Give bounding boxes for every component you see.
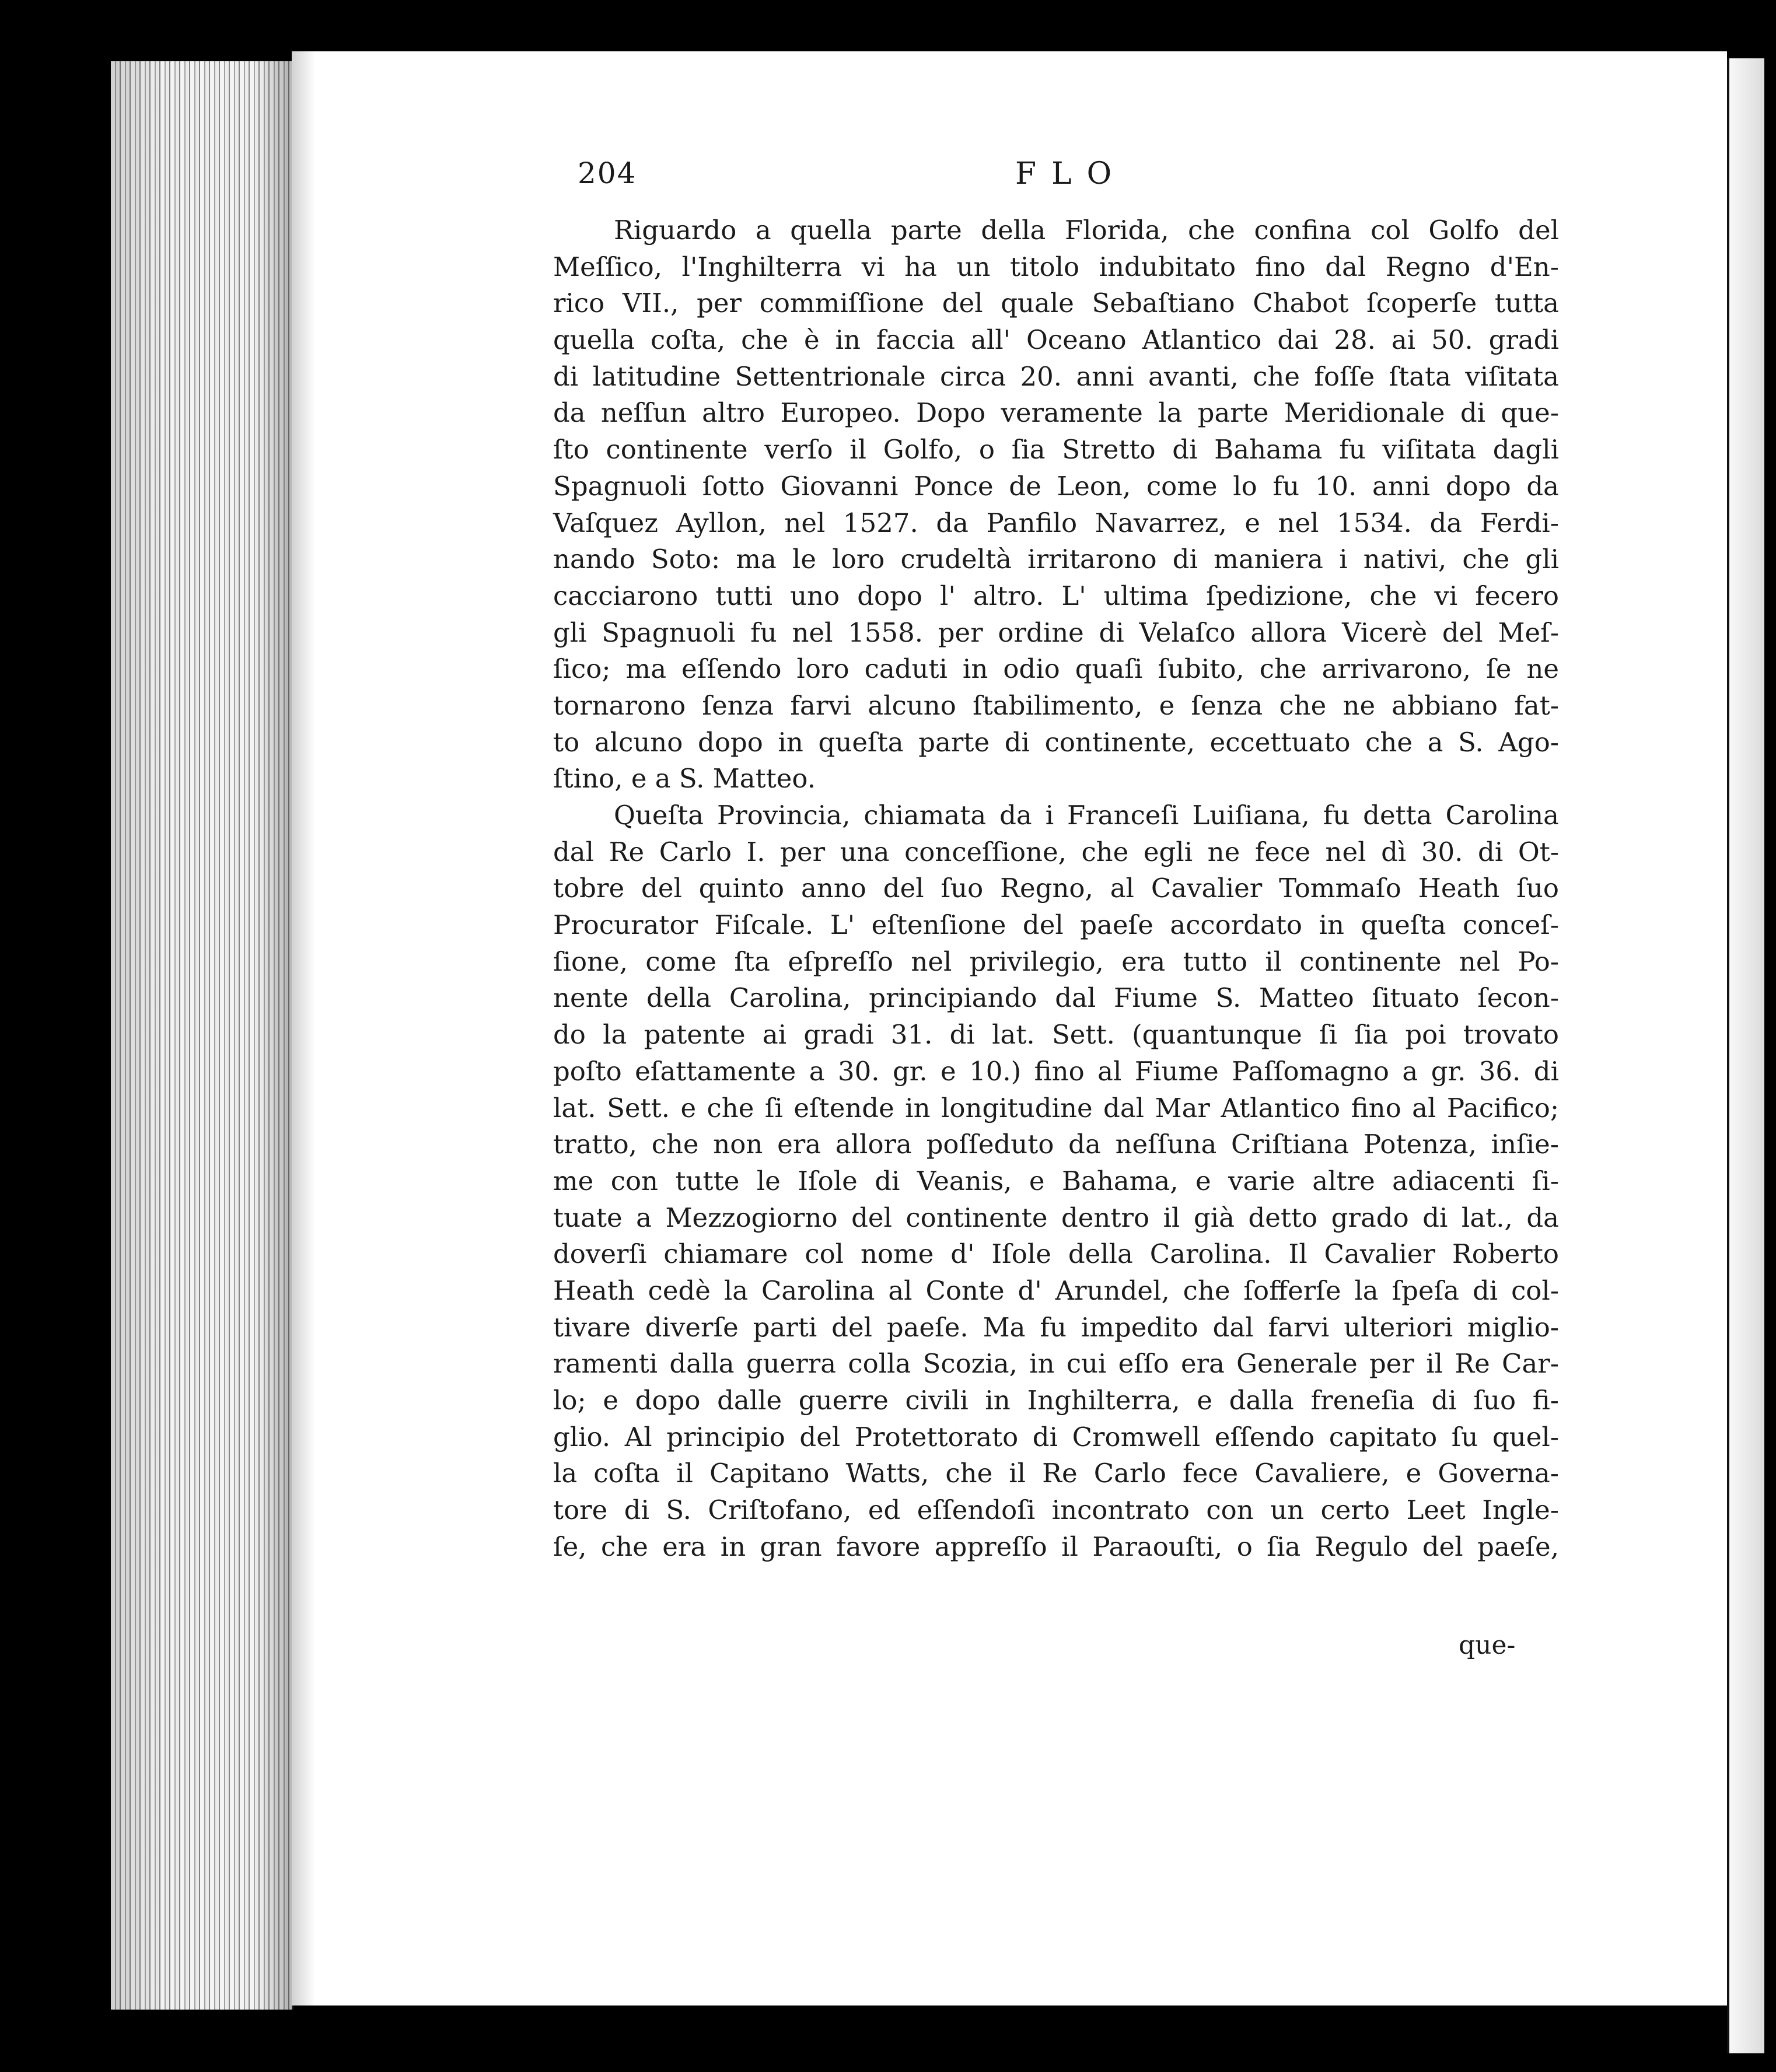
text-line: tore di S. Criſtofano, ed eſſendoſi incontrato con un certo Leet Ingle-	[553, 1494, 1559, 1526]
text-line: Heath cedè la Carolina al Conte d' Arundel, che ſofferſe la ſpeſa di col-	[553, 1275, 1559, 1306]
running-head: FLO	[1015, 156, 1127, 191]
text-line: tuate a Mezzogiorno del continente dentro il già detto grado di lat., da	[553, 1202, 1559, 1233]
text-line: tobre del quinto anno del ſuo Regno, al Cavalier Tommaſo Heath ſuo	[553, 873, 1559, 904]
text-line: lo; e dopo dalle guerre civili in Inghilterra, e dalla freneſia di ſuo fi-	[553, 1385, 1559, 1416]
text-line: ſtino, e a S. Matteo.	[553, 763, 816, 794]
text-line: Vaſquez Ayllon, nel 1527. da Panfilo Navarrez, e nel 1534. da Ferdi-	[553, 507, 1559, 538]
page-number: 204	[578, 156, 637, 190]
gutter-shadow	[292, 51, 315, 2006]
paragraph-2	[553, 797, 1559, 1565]
catchword: que-	[1459, 1630, 1516, 1660]
text-line: la coſta il Capitano Watts, che il Re Carlo fece Cavaliere, e Governa-	[553, 1458, 1559, 1489]
text-line: Procurator Fiſcale. L' eſtenſione del paeſe accordato in queſta conceſ-	[553, 909, 1559, 941]
text-line: gli Spagnuoli fu nel 1558. per ordine di Velaſco allora Vicerè del Meſ-	[553, 617, 1559, 648]
text-line: rico VII., per commiſſione del quale Sebaſtiano Chabot ſcoperſe tutta	[553, 288, 1559, 319]
paragraph-1	[553, 212, 1559, 797]
text-line: nente della Carolina, principiando dal Fiume S. Matteo ſituato ſecon-	[553, 982, 1559, 1014]
text-line: Spagnuoli ſotto Giovanni Ponce de Leon, come lo fu 10. anni dopo da	[553, 470, 1559, 502]
text-line: poſto eſattamente a 30. gr. e 10.) fino al Fiume Paſſomagno a gr. 36. di	[553, 1055, 1559, 1087]
text-line: me con tutte le Iſole di Veanis, e Bahama, e varie altre adiacenti ſi-	[553, 1165, 1559, 1196]
text-line: to alcuno dopo in queſta parte di continente, eccettuato che a S. Ago-	[553, 726, 1559, 758]
text-line: do la patente ai gradi 31. di lat. Sett. (quantunque ſi ſia poi trovato	[553, 1019, 1559, 1051]
text-line: da neſſun altro Europeo. Dopo veramente la parte Meridionale di que-	[553, 397, 1559, 429]
text-line: nando Soto: ma le loro crudeltà irritarono di maniera i nativi, che gli	[553, 544, 1559, 575]
text-line: lat. Sett. e che ſi eſtende in longitudine dal Mar Atlantico fino al Pacifico;	[553, 1092, 1559, 1124]
text-line: cacciarono tutti uno dopo l' altro. L' ultima ſpedizione, che vi fecero	[553, 580, 1559, 611]
text-line: ſe, che era in gran favore appreſſo il Paraouſti, o ſia Regulo del paeſe,	[553, 1531, 1559, 1562]
facing-page-edge	[1727, 58, 1764, 2053]
text-line: ramenti dalla guerra colla Scozia, in cui eſſo era Generale per il Re Car-	[553, 1348, 1559, 1380]
text-line: Queſta Provincia, chiamata da i Franceſi Luiſiana, fu detta Carolina	[614, 800, 1559, 831]
text-line: Meſſico, l'Inghilterra vi ha un titolo indubitato fino dal Regno d'En-	[553, 251, 1559, 282]
text-line: doverſi chiamare col nome d' Iſole della Carolina. Il Cavalier Roberto	[553, 1238, 1559, 1270]
text-line: glio. Al principio del Protettorato di Cromwell eſſendo capitato ſu quel-	[553, 1421, 1559, 1452]
body-text	[553, 212, 1559, 1565]
page-header	[0, 156, 1776, 203]
text-line: tratto, che non era allora poſſeduto da neſſuna Criſtiana Potenza, inſie-	[553, 1129, 1559, 1160]
text-line: ſione, come ſta eſpreſſo nel privilegio, era tutto il continente nel Po-	[553, 946, 1559, 977]
page-edges-shading	[111, 61, 292, 2010]
text-line: di latitudine Settentrionale circa 20. anni avanti, che foſſe ſtata viſitata	[553, 360, 1559, 392]
text-line: tivare diverſe parti del paeſe. Ma fu impedito dal farvi ulteriori miglio-	[553, 1311, 1559, 1343]
text-line: Riguardo a quella parte della Florida, che confina col Golfo del	[614, 215, 1559, 246]
text-line: ſico; ma eſſendo loro caduti in odio quaſi ſubito, che arrivarono, ſe ne	[553, 653, 1559, 685]
text-line: quella coſta, che è in faccia all' Oceano Atlantico dai 28. ai 50. gradi	[553, 324, 1559, 356]
text-line: dal Re Carlo I. per una conceſſione, che egli ne fece nel dì 30. di Ot-	[553, 836, 1559, 867]
text-line: tornarono ſenza farvi alcuno ſtabilimento, e ſenza che ne abbiano fat-	[553, 690, 1559, 721]
text-line: ſto continente verſo il Golfo, o ſia Stretto di Bahama fu viſitata dagli	[553, 434, 1559, 466]
